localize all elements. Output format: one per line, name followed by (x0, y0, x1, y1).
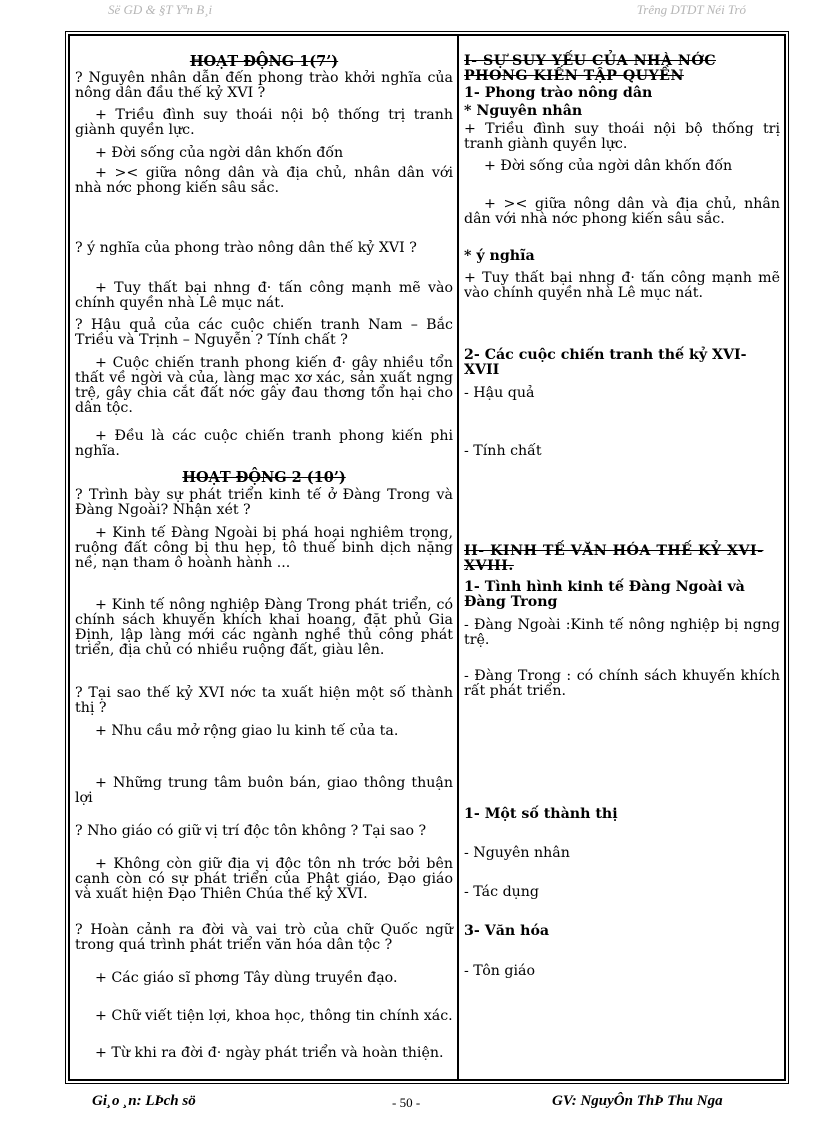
label-meaning: * ý nghĩa (464, 248, 535, 264)
section-2-title: II- KINH TẾ VĂN HÓA THẾ KỶ XVI-XVIII. (464, 543, 764, 574)
label-religion: - Tôn giáo (464, 963, 536, 979)
answer-causes-1: + Triều đình suy thoái nội bộ thống trị tranh giành quyền lực. (75, 107, 453, 138)
subsection-cities: 1- Một số thành thị (464, 806, 618, 822)
answer-script-2: + Chữ viết tiện lợi, khoa học, thông tin chính xác. (95, 1008, 453, 1024)
answer-script-1: + Các giáo sĩ phơng Tây dùng truyền đạo. (95, 970, 398, 986)
meaning-1: + Tuy thất bại nhng đ· tấn công mạnh mẽ vào chính quyền nhà Lê mục nát. (464, 270, 780, 301)
knowledge-content-column (464, 36, 780, 1079)
activity-1-heading: HOẠT ĐỘNG 1(7’) (189, 53, 339, 70)
footer-subject: Gi¸o ¸n: LÞch sö (92, 1093, 196, 1109)
lesson-table (68, 34, 786, 1081)
answer-meaning: + Tuy thất bại nhng đ· tấn công mạnh mẽ vào chính quyền nhà Lê mục nát. (75, 280, 453, 311)
subsection-wars: 2- Các cuộc chiến tranh thế kỷ XVI-XVII (464, 347, 747, 378)
question-economy: ? Trình bày sự phát triển kinh tế ở Đàng Trong và Đàng Ngoài? Nhận xét ? (75, 487, 453, 518)
question-meaning: ? ý nghĩa của phong trào nông dân thế kỷ XVI ? (75, 240, 417, 256)
activity-2-heading: HOẠT ĐỘNG 2 (10’) (182, 469, 346, 486)
answer-wars-1: + Cuộc chiến tranh phong kiến đ· gây nhiều tổn thất về ngời và của, làng mạc xơ xác, sản xuất ngng trệ, gây chia cắt đất nớc gây đau thơng tổn hại cho dân tộc. (75, 355, 453, 416)
header-school-department: Së GD & §T Yªn B¸i (108, 2, 213, 17)
question-cities: ? Tại sao thế kỷ XVI nớc ta xuất hiện một số thành thị ? (75, 685, 453, 716)
economy-south: - Đàng Trong : có chính sách khuyến khích rất phát triển. (464, 668, 780, 699)
footer-teacher: GV: NguyÔn ThÞ Thu Nga (552, 1093, 723, 1109)
economy-north: - Đàng Ngoài :Kinh tế nông nghiệp bị ngng trệ. (464, 617, 780, 648)
answer-confucianism: + Không còn giữ địa vị độc tôn nh trớc bởi bên cạnh còn có sự phát triển của Phật giáo, Đạo giáo và xuất hiện Đạo Thiên Chúa thế kỷ XVI. (75, 856, 453, 902)
label-nature: - Tính chất (464, 443, 542, 459)
cause-1: + Triều đình suy thoái nội bộ thống trị tranh giành quyền lực. (464, 121, 780, 152)
teacher-student-activities-column (75, 36, 453, 1079)
cause-3: + >< giữa nông dân và địa chủ, nhân dân với nhà nớc phong kiến sâu sắc. (464, 196, 780, 227)
answer-script-3: + Từ khi ra đời đ· ngày phát triển và hoàn thiện. (95, 1045, 444, 1061)
subsection-culture: 3- Văn hóa (464, 923, 550, 939)
section-1-title: I- SỰ SUY YẾU CỦA NHÀ NỚC PHONG KIẾN TẬP QUYỀN (464, 53, 717, 84)
label-causes-cities: - Nguyên nhân (464, 845, 570, 861)
answer-cities-2: + Những trung tâm buôn bán, giao thông thuận lợi (75, 775, 453, 806)
column-divider (457, 36, 459, 1079)
answer-cities-1: + Nhu cầu mở rộng giao lu kinh tế của ta. (95, 723, 399, 739)
label-consequences: - Hậu quả (464, 385, 535, 401)
subsection-peasant-movement: 1- Phong trào nông dân (464, 85, 653, 101)
question-script: ? Hoàn cảnh ra đời và vai trò của chữ Quốc ngữ trong quá trình phát triển văn hóa dân tộc ? (75, 922, 453, 953)
answer-economy-1: + Kinh tế Đàng Ngoài bị phá hoại nghiêm trọng, ruộng đất công bị thu hẹp, tô thuế binh dịch nặng nề, nạn tham ô hoành hành ... (75, 525, 453, 571)
answer-causes-2: + Đời sống của ngời dân khốn đốn (95, 145, 344, 161)
page-number: - 50 - (392, 1095, 421, 1110)
header-school-name: Trêng DTDT Néi Tró (636, 2, 746, 17)
answer-economy-2: + Kinh tế nông nghiệp Đàng Trong phát triển, có chính sách khuyến khích khai hoang, đặt phủ Gia Định, lập làng mới các ngành nghề thủ công phát triển, địa chủ có nhiều ruộng đất, giàu lên. (75, 597, 453, 658)
label-effects: - Tác dụng (464, 884, 540, 900)
question-confucianism: ? Nho giáo có giữ vị trí độc tôn không ? Tại sao ? (75, 823, 427, 839)
subsection-economy: 1- Tình hình kinh tế Đàng Ngoài và Đàng Trong (464, 579, 745, 610)
label-causes: * Nguyên nhân (464, 103, 583, 119)
answer-wars-2: + Đều là các cuộc chiến tranh phong kiến phi nghĩa. (75, 428, 453, 459)
cause-2: + Đời sống của ngời dân khốn đốn (484, 158, 733, 174)
answer-causes-3: + >< giữa nông dân và địa chủ, nhân dân với nhà nớc phong kiến sâu sắc. (75, 165, 453, 196)
question-causes: ? Nguyên nhân dẫn đến phong trào khởi nghĩa của nông dân đầu thế kỷ XVI ? (75, 70, 453, 101)
question-wars: ? Hậu quả của các cuộc chiến tranh Nam – Bắc Triều và Trịnh – Nguyễn ? Tính chất ? (75, 317, 453, 348)
